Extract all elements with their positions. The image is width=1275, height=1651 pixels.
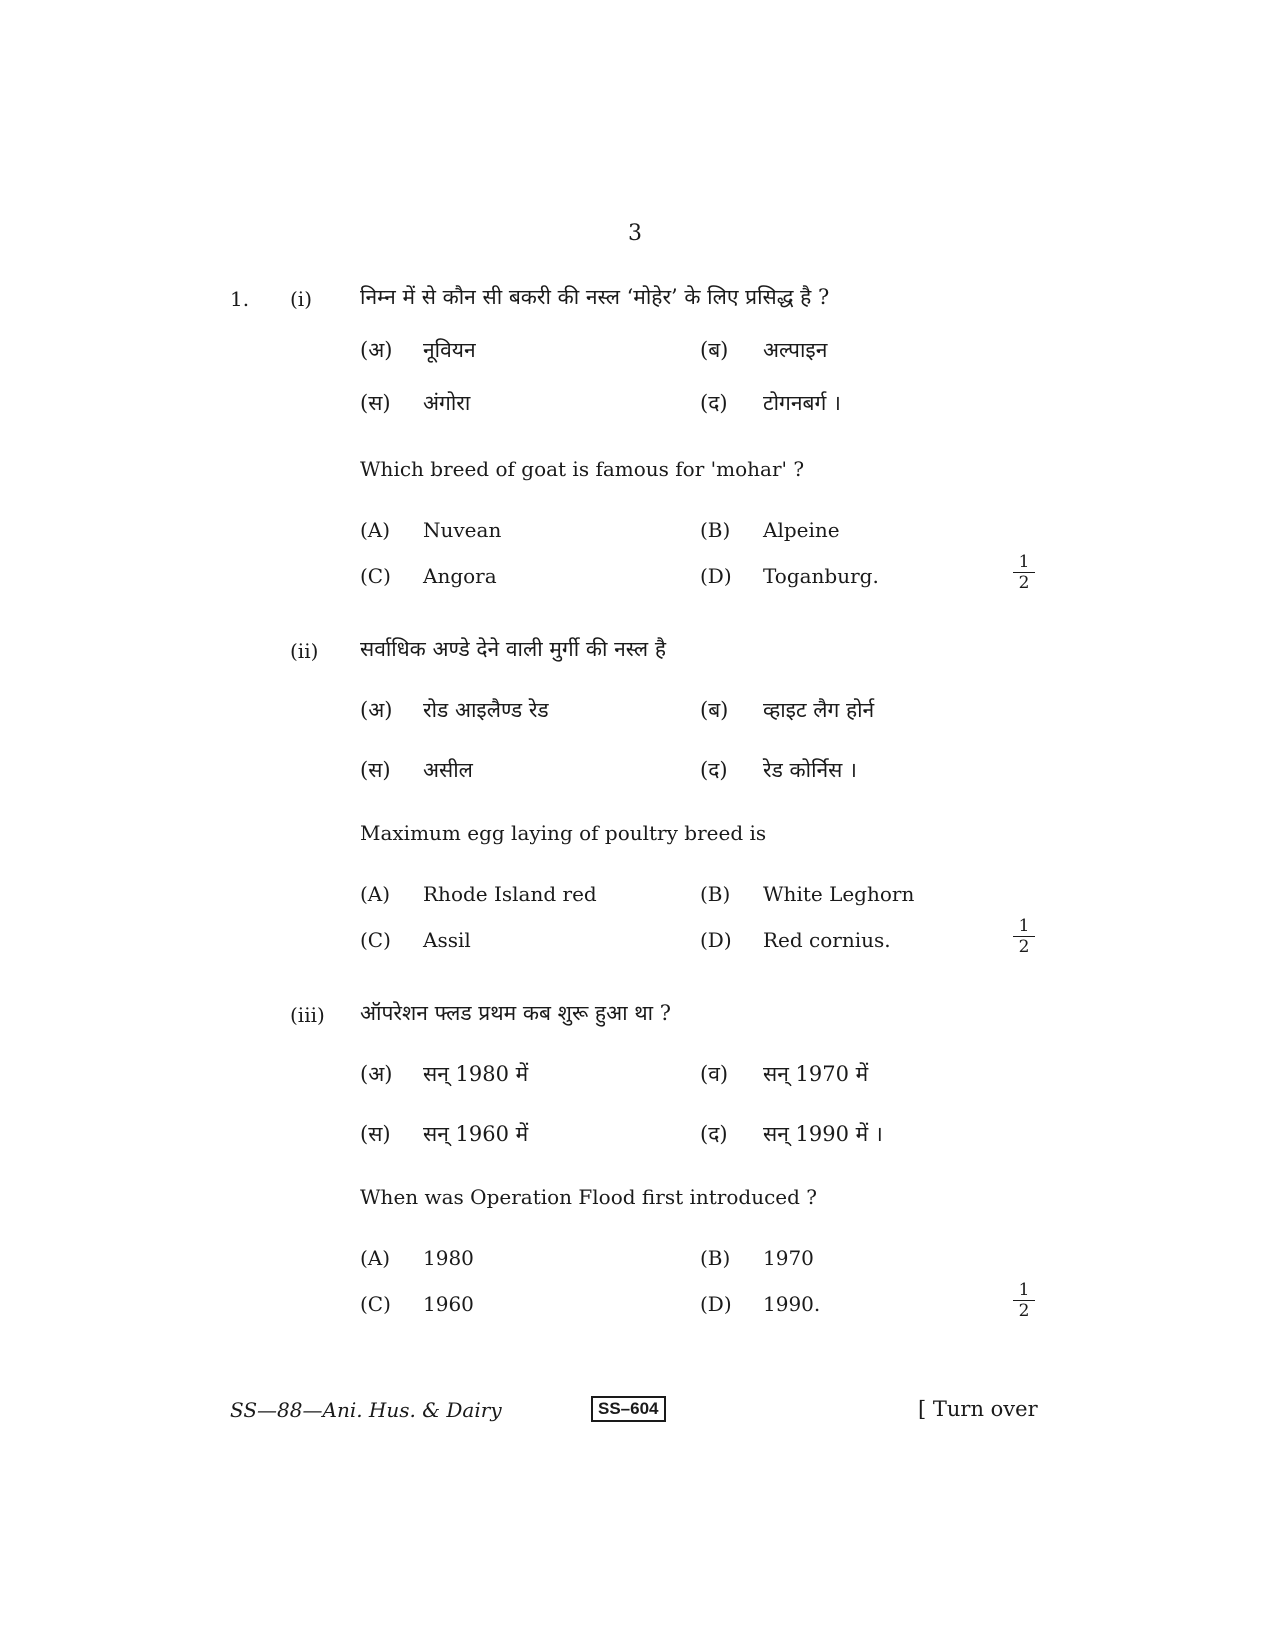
marks-numerator: 1 (1013, 916, 1035, 937)
option-label: (B) (700, 518, 731, 542)
option-text: नूवियन (423, 338, 476, 362)
marks-fraction (1013, 916, 1035, 957)
marks-denominator: 2 (1018, 937, 1030, 957)
option-text: Toganburg. (763, 564, 879, 588)
option-label: (D) (700, 1292, 732, 1316)
option-text: 1960 (423, 1292, 474, 1316)
option-text: रोड आइलैण्ड रेड (423, 698, 549, 722)
option-label: (B) (700, 1246, 731, 1270)
option-text: 1980 (423, 1246, 474, 1270)
option-label: (D) (700, 928, 732, 952)
option-text: टोगनबर्ग । (763, 391, 841, 415)
hindi-question: निम्न में से कौन सी बकरी की नस्ल ‘मोहेर’ के लिए प्रसिद्ध है ? (360, 285, 830, 309)
option-text: सन् 1960 में (423, 1122, 529, 1146)
option-label: (स) (360, 391, 391, 415)
option-label: (D) (700, 564, 732, 588)
option-text: रेड कोर्निस । (763, 758, 857, 782)
option-text: सन् 1980 में (423, 1062, 529, 1086)
option-text: Red cornius. (763, 928, 891, 952)
option-label: (द) (700, 391, 728, 415)
part-label: (iii) (290, 1003, 325, 1027)
marks-fraction (1013, 552, 1035, 593)
english-question: Which breed of goat is famous for 'mohar' ? (360, 457, 805, 481)
part-label: (ii) (290, 639, 319, 663)
option-text: अंगोरा (423, 391, 471, 415)
option-text: 1990. (763, 1292, 821, 1316)
option-label: (C) (360, 928, 391, 952)
option-label: (अ) (360, 338, 393, 362)
option-label: (B) (700, 882, 731, 906)
option-label: (द) (700, 1122, 728, 1146)
option-text: 1970 (763, 1246, 814, 1270)
option-text: Angora (423, 564, 497, 588)
option-label: (A) (360, 518, 391, 542)
question-number: 1. (230, 287, 250, 311)
marks-fraction (1013, 1280, 1035, 1321)
marks-denominator: 2 (1018, 573, 1030, 593)
option-label: (अ) (360, 698, 393, 722)
option-label: (C) (360, 564, 391, 588)
marks-numerator: 1 (1013, 552, 1035, 573)
option-text: असील (423, 758, 473, 782)
english-question: When was Operation Flood first introduced ? (360, 1185, 818, 1209)
option-label: (C) (360, 1292, 391, 1316)
english-question: Maximum egg laying of poultry breed is (360, 821, 767, 845)
option-label: (अ) (360, 1062, 393, 1086)
option-text: व्हाइट लैग होर्न (763, 698, 875, 722)
option-text: White Leghorn (763, 882, 915, 906)
option-text: Rhode Island red (423, 882, 597, 906)
option-label: (ब) (700, 338, 729, 362)
marks-denominator: 2 (1018, 1301, 1030, 1321)
footer-subject: SS—88—Ani. Hus. & Dairy (230, 1398, 502, 1422)
option-text: सन् 1970 में (763, 1062, 869, 1086)
option-label: (A) (360, 882, 391, 906)
hindi-question: सर्वाधिक अण्डे देने वाली मुर्गी की नस्ल है (360, 637, 666, 661)
option-label: (A) (360, 1246, 391, 1270)
part-label: (i) (290, 287, 313, 311)
option-label: (स) (360, 1122, 391, 1146)
hindi-question: ऑपरेशन फ्लड प्रथम कब शुरू हुआ था ? (360, 1001, 672, 1025)
footer-paper-code: SS–604 (591, 1396, 666, 1422)
option-text: Nuvean (423, 518, 502, 542)
option-label: (ब) (700, 698, 729, 722)
marks-numerator: 1 (1013, 1280, 1035, 1301)
option-label: (द) (700, 758, 728, 782)
page-number: 3 (628, 221, 642, 246)
option-text: Assil (423, 928, 471, 952)
option-label: (व) (700, 1062, 729, 1086)
option-text: अल्पाइन (763, 338, 828, 362)
option-text: सन् 1990 में । (763, 1122, 883, 1146)
option-label: (स) (360, 758, 391, 782)
footer-turn-over: [ Turn over (918, 1397, 1038, 1421)
option-text: Alpeine (763, 518, 840, 542)
